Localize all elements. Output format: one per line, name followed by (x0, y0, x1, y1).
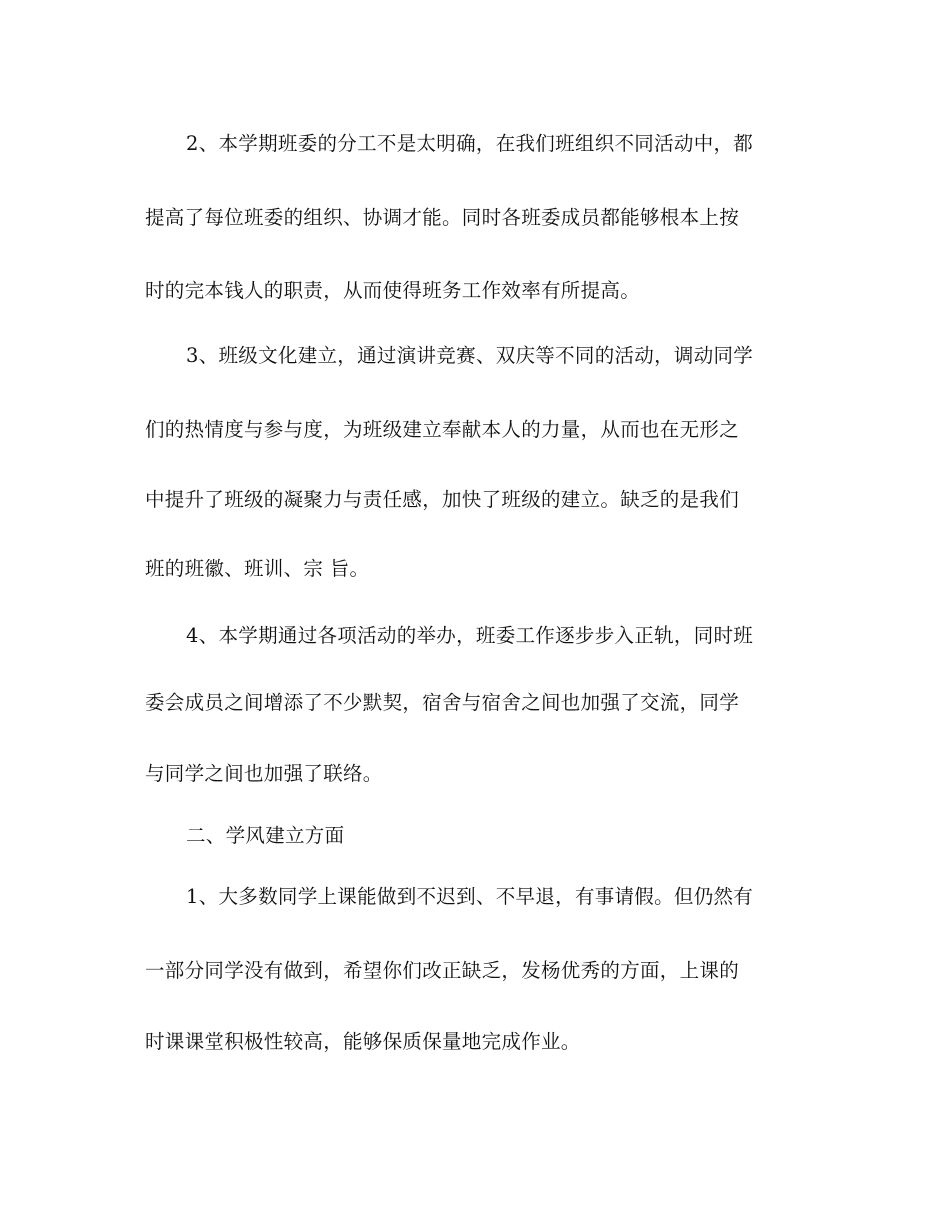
paragraph-line: 时的完本钱人的职责，从而使得班务工作效率有所提高。 (145, 279, 641, 302)
section-heading: 二、学风建立方面 (186, 824, 345, 847)
paragraph-line: 委会成员之间增添了不少默契，宿舍与宿舍之间也加强了交流，同学 (145, 691, 740, 714)
paragraph-line: 1、大多数同学上课能做到不迟到、不早退，有事请假。但仍然有 (186, 885, 754, 908)
paragraph-line: 班的班徽、班训、宗 旨。 (145, 557, 370, 580)
paragraph-line: 提高了每位班委的组织、协调才能。同时各班委成员都能够根本上按 (145, 206, 740, 229)
paragraph-line: 时课课堂积极性较高，能够保质保量地完成作业。 (145, 1030, 581, 1053)
paragraph-line: 中提升了班级的凝聚力与责任感，加快了班级的建立。缺乏的是我们 (145, 488, 740, 511)
paragraph-line: 们的热情度与参与度，为班级建立奉献本人的力量，从而也在无形之 (145, 418, 740, 441)
paragraph-line: 3、班级文化建立，通过演讲竞赛、双庆等不同的活动，调动同学 (186, 344, 754, 367)
paragraph-line: 一部分同学没有做到，希望你们改正缺乏，发杨优秀的方面，上课的 (145, 959, 740, 982)
paragraph-line: 4、本学期通过各项活动的举办，班委工作逐步步入正轨，同时班 (186, 624, 754, 647)
paragraph-line: 2、本学期班委的分工不是太明确，在我们班组织不同活动中，都 (186, 132, 754, 155)
paragraph-line: 与同学之间也加强了联络。 (145, 762, 383, 785)
